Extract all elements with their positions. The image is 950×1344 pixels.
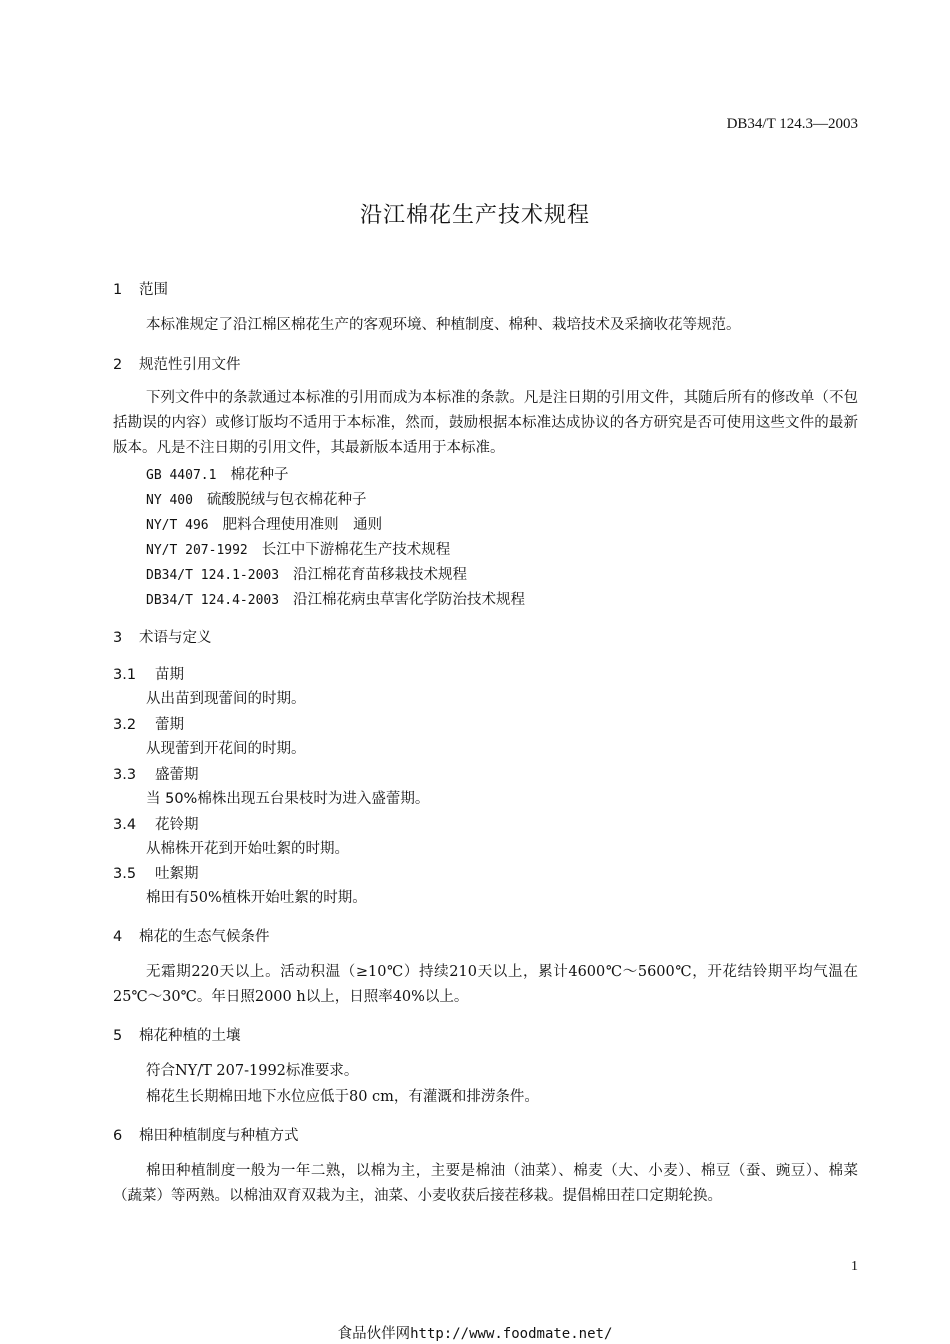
term-definition: 棉田有50%植株开始吐絮的时期。 <box>146 890 367 906</box>
reference-code: NY/T 207-1992 <box>146 543 248 558</box>
footer-url-link[interactable]: http://www.foodmate.net/ <box>410 1326 613 1342</box>
term-number: 3.3 <box>113 767 137 783</box>
section-number: 6 <box>113 1128 123 1144</box>
term-heading <box>113 713 184 734</box>
section-title: 棉花的生态气候条件 <box>139 929 270 945</box>
section-title: 棉田种植制度与种植方式 <box>139 1128 299 1144</box>
section-2-heading <box>113 353 241 374</box>
section-title: 范围 <box>139 282 168 298</box>
section-1-heading <box>113 278 168 299</box>
section-number: 3 <box>113 630 123 646</box>
term-number: 3.2 <box>113 717 137 733</box>
section-4-text: 无霜期220天以上。活动积温（≥10℃）持续210天以上，累计4600℃～5600℃，开花结铃期平均气温在25℃～30℃。年日照2000 h以上，日照率40%以上。 <box>113 964 858 1005</box>
term-definition: 从棉株开花到开始吐絮的时期。 <box>146 841 349 857</box>
section-6-text: 棉田种植制度一般为一年二熟，以棉为主，主要是棉油（油菜）、棉麦（大、小麦）、棉豆（蚕、豌豆）、棉菜（蔬菜）等两熟。以棉油双育双栽为主，油菜、小麦收获后接茬移栽。提倡棉田茬口定期轮换。 <box>113 1163 858 1204</box>
page-title: 沿江棉花生产技术规程 <box>359 203 590 228</box>
reference-code: DB34/T 124.4-2003 <box>146 593 280 608</box>
reference-item <box>146 538 450 559</box>
section-number: 1 <box>113 282 123 298</box>
term-number: 3.1 <box>113 667 137 683</box>
reference-code: NY 400 <box>146 493 193 508</box>
reference-title: 长江中下游棉花生产技术规程 <box>261 542 451 558</box>
term-name: 苗期 <box>155 667 184 683</box>
term-heading <box>113 663 184 684</box>
reference-title: 硫酸脱绒与包衣棉花种子 <box>206 492 367 508</box>
page-number: 1 <box>851 1259 858 1274</box>
section-3-heading <box>113 626 212 647</box>
section-5-heading <box>113 1024 241 1045</box>
footer <box>0 1322 950 1343</box>
section-number: 5 <box>113 1028 123 1044</box>
reference-code: NY/T 496 <box>146 518 209 533</box>
term-definition: 当 50%棉株出现五台果枝时为进入盛蕾期。 <box>146 791 430 807</box>
reference-item <box>146 463 288 484</box>
reference-item <box>146 513 382 534</box>
section-5-line-2: 棉花生长期棉田地下水位应低于80 cm，有灌溉和排涝条件。 <box>146 1089 539 1105</box>
document-code: DB34/T 124.3—2003 <box>726 116 858 132</box>
section-5-line-1: 符合NY/T 207-1992标准要求。 <box>146 1063 359 1079</box>
section-2-text: 下列文件中的条款通过本标准的引用而成为本标准的条款。凡是注日期的引用文件，其随后所有的修改单（不包括勘误的内容）或修订版均不适用于本标准，然而，鼓励根据本标准达成协议的各方研究是否可使用这些文件的最新版本。凡是不注日期的引用文件，其最新版本适用于本标准。 <box>113 390 858 456</box>
section-1-text: 本标准规定了沿江棉区棉花生产的客观环境、种植制度、棉种、栽培技术及采摘收花等规范。 <box>146 317 741 333</box>
section-title: 棉花种植的土壤 <box>139 1028 241 1044</box>
reference-code: GB 4407.1 <box>146 468 217 483</box>
term-heading <box>113 862 199 883</box>
reference-code: DB34/T 124.1-2003 <box>146 568 280 583</box>
term-name: 盛蕾期 <box>155 767 199 783</box>
term-heading <box>113 763 199 784</box>
footer-site-name: 食品伙伴网 <box>337 1326 411 1342</box>
reference-item <box>146 488 366 509</box>
section-4-heading <box>113 925 270 946</box>
reference-title: 沿江棉花病虫草害化学防治技术规程 <box>293 592 526 608</box>
reference-title: 肥料合理使用准则 通则 <box>222 517 383 533</box>
term-name: 吐絮期 <box>155 866 199 882</box>
section-6-heading <box>113 1124 299 1145</box>
section-number: 4 <box>113 929 123 945</box>
term-name: 蕾期 <box>155 717 184 733</box>
reference-title: 沿江棉花育苗移栽技术规程 <box>293 567 468 583</box>
reference-item <box>146 563 467 584</box>
reference-item <box>146 588 525 609</box>
term-definition: 从现蕾到开花间的时期。 <box>146 741 306 757</box>
section-number: 2 <box>113 357 123 373</box>
term-number: 3.5 <box>113 866 137 882</box>
term-number: 3.4 <box>113 817 137 833</box>
term-heading <box>113 813 199 834</box>
term-definition: 从出苗到现蕾间的时期。 <box>146 691 306 707</box>
term-name: 花铃期 <box>155 817 199 833</box>
section-title: 规范性引用文件 <box>139 357 241 373</box>
section-title: 术语与定义 <box>139 630 212 646</box>
reference-title: 棉花种子 <box>230 467 289 483</box>
